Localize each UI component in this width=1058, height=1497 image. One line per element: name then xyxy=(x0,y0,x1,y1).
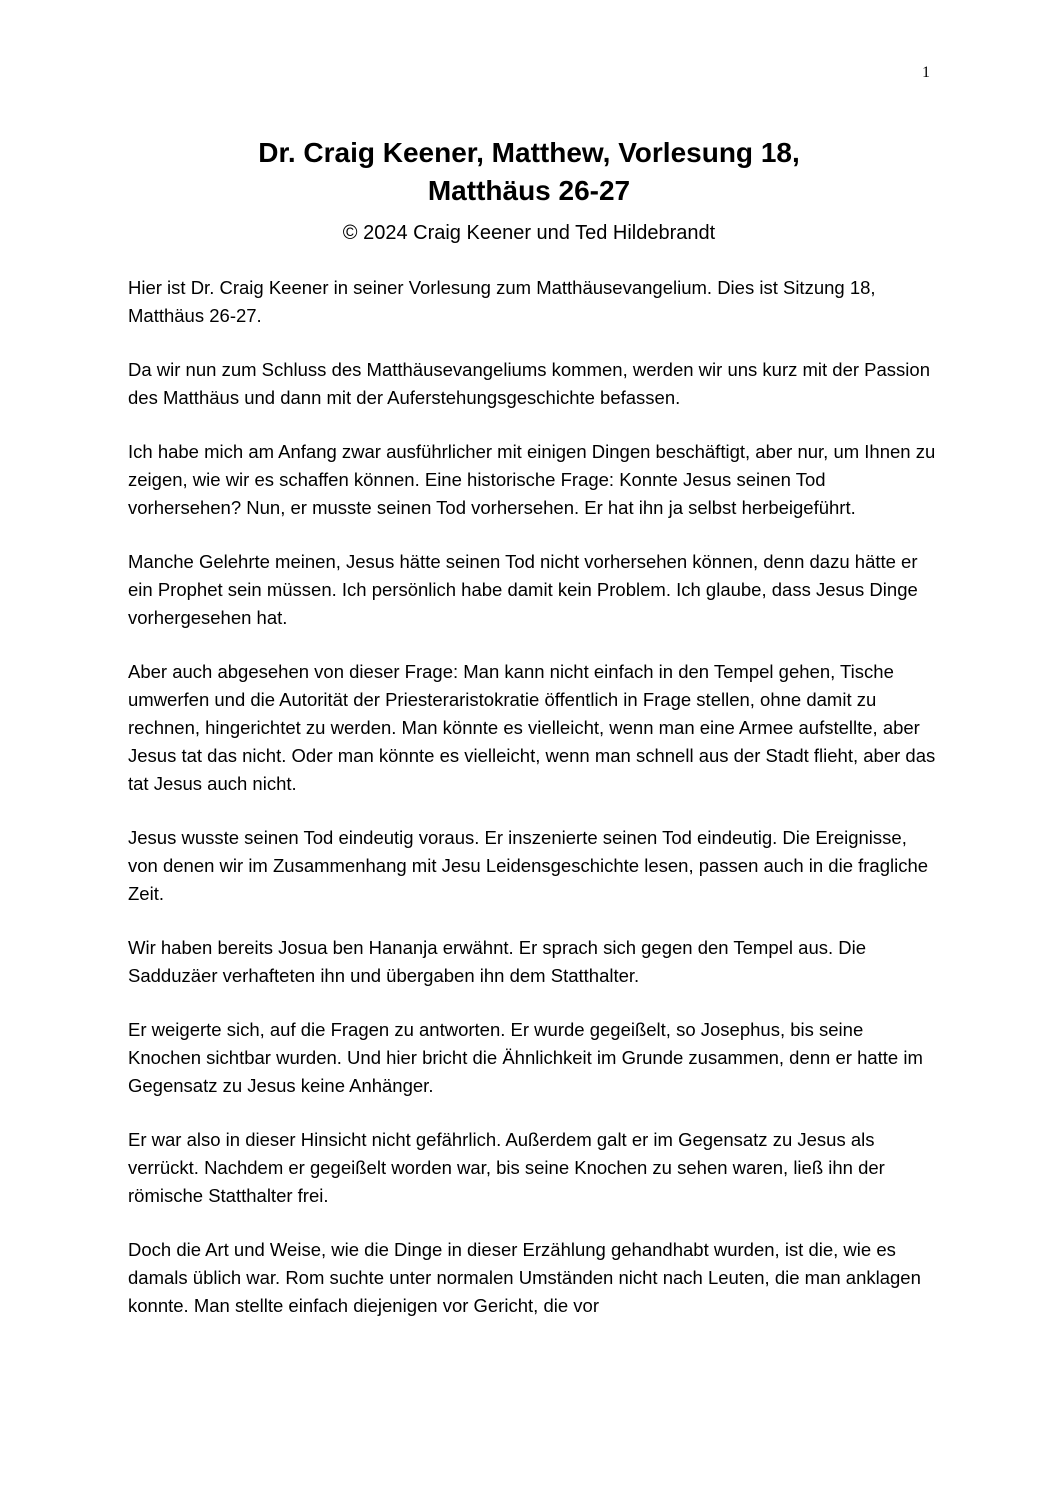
document-body xyxy=(128,274,938,1346)
title-line-2: Matthäus 26-27 xyxy=(427,175,631,206)
paragraph: Er war also in dieser Hinsicht nicht gefährlich. Außerdem galt er im Gegensatz zu Jesus als verrückt. Nachdem er gegeißelt worden war, bis seine Knochen zu sehen waren, ließ ihn der römische Statthalter frei. xyxy=(128,1129,885,1206)
paragraph: Da wir nun zum Schluss des Matthäusevangeliums kommen, werden wir uns kurz mit der Passion des Matthäus und dann mit der Auferstehungsgeschichte befassen. xyxy=(128,359,930,408)
paragraph: Aber auch abgesehen von dieser Frage: Man kann nicht einfach in den Tempel gehen, Tische umwerfen und die Autorität der Priesteraristokratie öffentlich in Frage stellen, ohne damit zu rechnen, hingerichtet zu werden. Man könnte es vielleicht, wenn man eine Armee aufstellte, aber Jesus tat das nicht. Oder man könnte es vielleicht, wenn man schnell aus der Stadt flieht, aber das tat Jesus auch nicht. xyxy=(128,661,936,794)
document-title xyxy=(0,134,1058,210)
copyright-line: © 2024 Craig Keener und Ted Hildebrandt xyxy=(342,222,716,244)
paragraph: Manche Gelehrte meinen, Jesus hätte seinen Tod nicht vorhersehen können, denn dazu hätte er ein Prophet sein müssen. Ich persönlich habe damit kein Problem. Ich glaube, dass Jesus Dinge vorhergesehen hat. xyxy=(128,551,918,628)
page-number: 1 xyxy=(922,64,930,81)
paragraph: Ich habe mich am Anfang zwar ausführlicher mit einigen Dingen beschäftigt, aber nur, um Ihnen zu zeigen, wie wir es schaffen können. Eine historische Frage: Konnte Jesus seinen Tod vorhersehen? Nun, er musste seinen Tod vorhersehen. Er hat ihn ja selbst herbeigeführt. xyxy=(128,441,936,518)
paragraph: Er weigerte sich, auf die Fragen zu antworten. Er wurde gegeißelt, so Josephus, bis seine Knochen sichtbar wurden. Und hier bricht die Ähnlichkeit im Grunde zusammen, denn er hatte im Gegensatz zu Jesus keine Anhänger. xyxy=(128,1019,923,1096)
paragraph: Wir haben bereits Josua ben Hananja erwähnt. Er sprach sich gegen den Tempel aus. Die Sadduzäer verhafteten ihn und übergaben ihn dem Statthalter. xyxy=(128,937,867,986)
paragraph: Jesus wusste seinen Tod eindeutig voraus. Er inszenierte seinen Tod eindeutig. Die Ereignisse, von denen wir im Zusammenhang mit Jesu Leidensgeschichte lesen, passen auch in die fragliche Zeit. xyxy=(128,827,929,904)
paragraph: Hier ist Dr. Craig Keener in seiner Vorlesung zum Matthäusevangelium. Dies ist Sitzung 18, Matthäus 26-27. xyxy=(128,277,876,326)
title-line-1: Dr. Craig Keener, Matthew, Vorlesung 18, xyxy=(258,137,800,168)
paragraph: Doch die Art und Weise, wie die Dinge in dieser Erzählung gehandhabt wurden, ist die, wie es damals üblich war. Rom suchte unter normalen Umständen nicht nach Leuten, die man anklagen konnte. Man stellte einfach diejenigen vor Gericht, die vor xyxy=(128,1239,921,1316)
